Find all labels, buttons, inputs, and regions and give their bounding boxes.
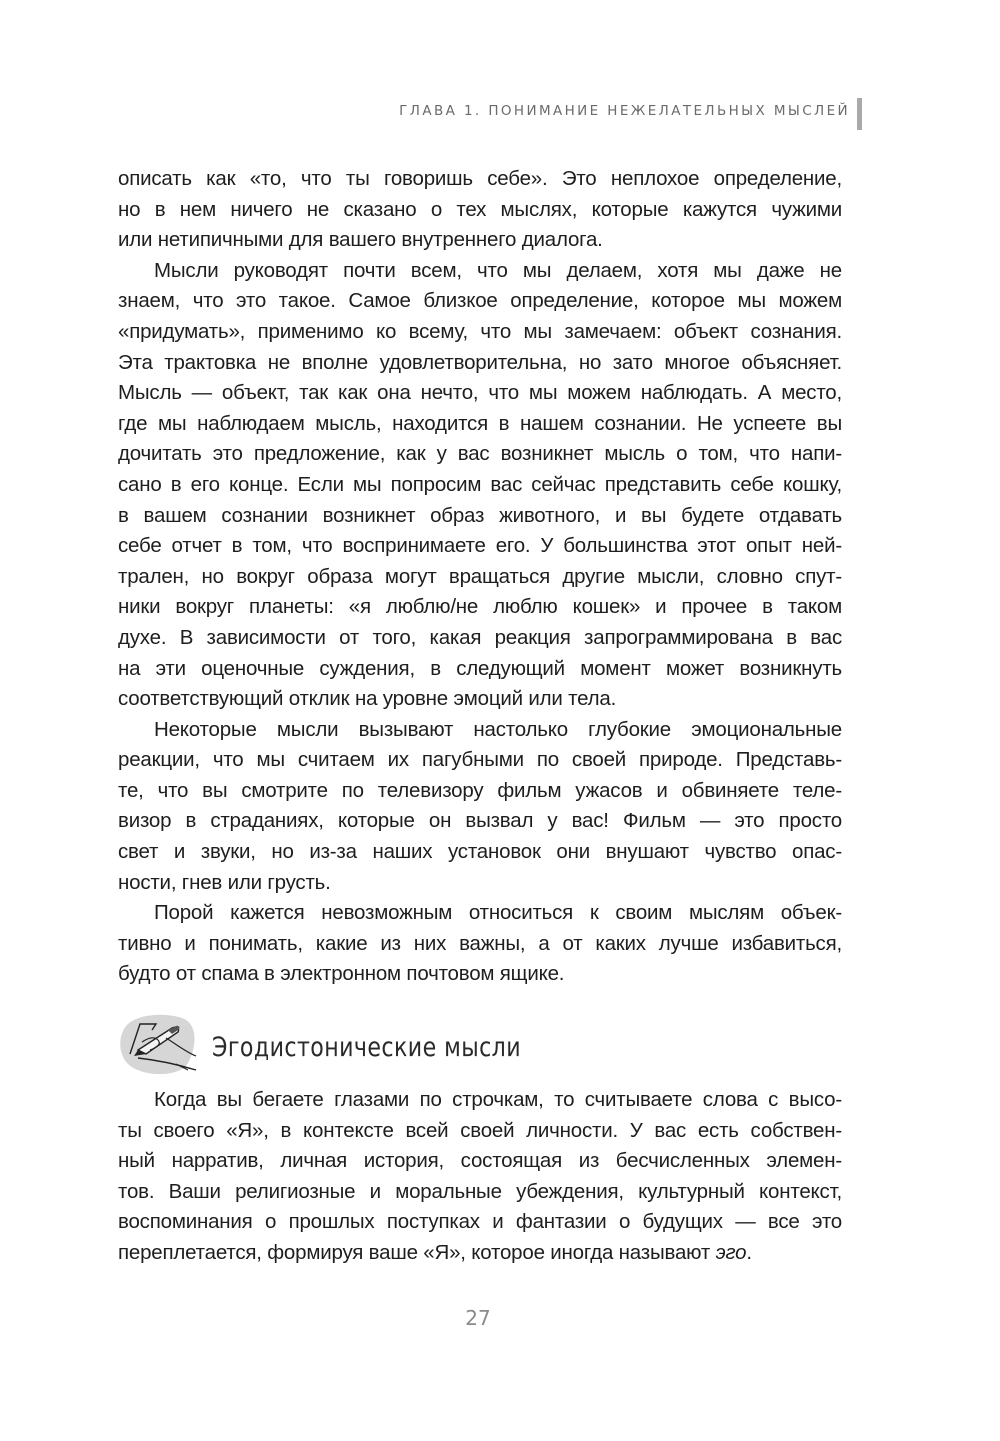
text-line: Мысли руководят почти всем, что мы делаем, хотя мы даже не (154, 258, 842, 282)
text-line: Некоторые мысли вызывают настолько глубокие эмоциональные (154, 717, 842, 741)
text-line: описать как «то, что ты говоришь себе». Это неплохое определение, (118, 167, 842, 190)
body-text-block-2 (118, 1085, 842, 1269)
text-line: воспоминания о прошлых поступках и фантазии о будущих — все это (118, 1210, 842, 1234)
text-line: на эти оценочные суждения, в следующий момент может возникнуть (118, 656, 842, 680)
section-heading (116, 1012, 716, 1082)
text-line: Мысль — объект, так как она нечто, что мы можем наблюдать. А место, (118, 381, 842, 405)
text-line: будто от спама в электронном почтовом ящике. (118, 962, 565, 986)
writing-hand-icon (116, 1012, 206, 1078)
text-line: Когда вы бегаете глазами по строчкам, то считываете слова с высо- (154, 1088, 842, 1111)
text-line: знаем, что это такое. Самое близкое определение, которое мы можем (118, 289, 842, 313)
text-fragment: . (746, 1240, 752, 1264)
text-line: трален, но вокруг образа могут вращаться другие мысли, словно спут- (118, 564, 842, 588)
text-line (118, 1238, 842, 1269)
text-line: «придумать», применимо ко всему, что мы замечаем: объект сознания. (118, 319, 842, 343)
text-line: Порой кажется невозможным относиться к своим мыслям объек- (154, 901, 842, 925)
text-line: или нетипичными для вашего внутреннего диалога. (118, 228, 603, 252)
body-text-block-1 (118, 164, 842, 990)
text-line: те, что вы смотрите по телевизору фильм ужасов и обвиняете теле- (118, 778, 842, 802)
text-line: свет и звуки, но из-за наших установок они внушают чувство опас- (118, 840, 842, 864)
running-head-bar (857, 98, 862, 130)
text-line: ты своего «Я», в контексте всей своей личности. У вас есть собствен- (118, 1118, 842, 1142)
text-line: ности, гнев или грусть. (118, 870, 331, 894)
text-line: соответствующий отклик на уровне эмоций или тела. (118, 687, 617, 711)
text-line: духе. В зависимости от того, какая реакция запрограммирована в вас (118, 625, 842, 649)
text-line: ный нарратив, личная история, состоящая из бесчисленных элемен- (118, 1149, 842, 1173)
text-fragment: переплетается, формируя ваше «Я», которое иногда называют (118, 1240, 716, 1264)
text-line: в вашем сознании возникнет образ животного, и вы будете отдавать (118, 503, 842, 527)
text-line: визор в страданиях, которые он вызвал у вас! Фильм — это просто (118, 809, 842, 833)
page-number: 27 (465, 1306, 491, 1330)
running-head: ГЛАВА 1. ПОНИМАНИЕ НЕЖЕЛАТЕЛЬНЫХ МЫСЛЕЙ (399, 103, 850, 119)
text-line: себе отчет в том, что воспринимаете его. У большинства этот опыт ней- (118, 534, 842, 558)
text-line: но в нем ничего не сказано о тех мыслях, которые кажутся чужими (118, 197, 842, 221)
text-line: тивно и понимать, какие из них важны, а от каких лучше избавиться, (118, 931, 842, 955)
text-line: ники вокруг планеты: «я люблю/не люблю кошек» и прочее в таком (118, 595, 842, 619)
text-line: реакции, что мы считаем их пагубными по своей природе. Представь- (118, 748, 842, 772)
text-line: Эта трактовка не вполне удовлетворительна, но зато многое объясняет. (118, 350, 842, 374)
text-line: где мы наблюдаем мысль, находится в нашем сознании. Не успеете вы (118, 411, 842, 435)
italic-term: эго (715, 1240, 747, 1264)
text-line: тов. Ваши религиозные и моральные убеждения, культурный контекст, (118, 1179, 842, 1203)
text-line: дочитать это предложение, как у вас возникнет мысль о том, что напи- (118, 442, 842, 466)
text-line: сано в его конце. Если мы попросим вас сейчас представить себе кошку, (118, 472, 842, 496)
section-title: Эгодистонические мысли (212, 1032, 522, 1063)
